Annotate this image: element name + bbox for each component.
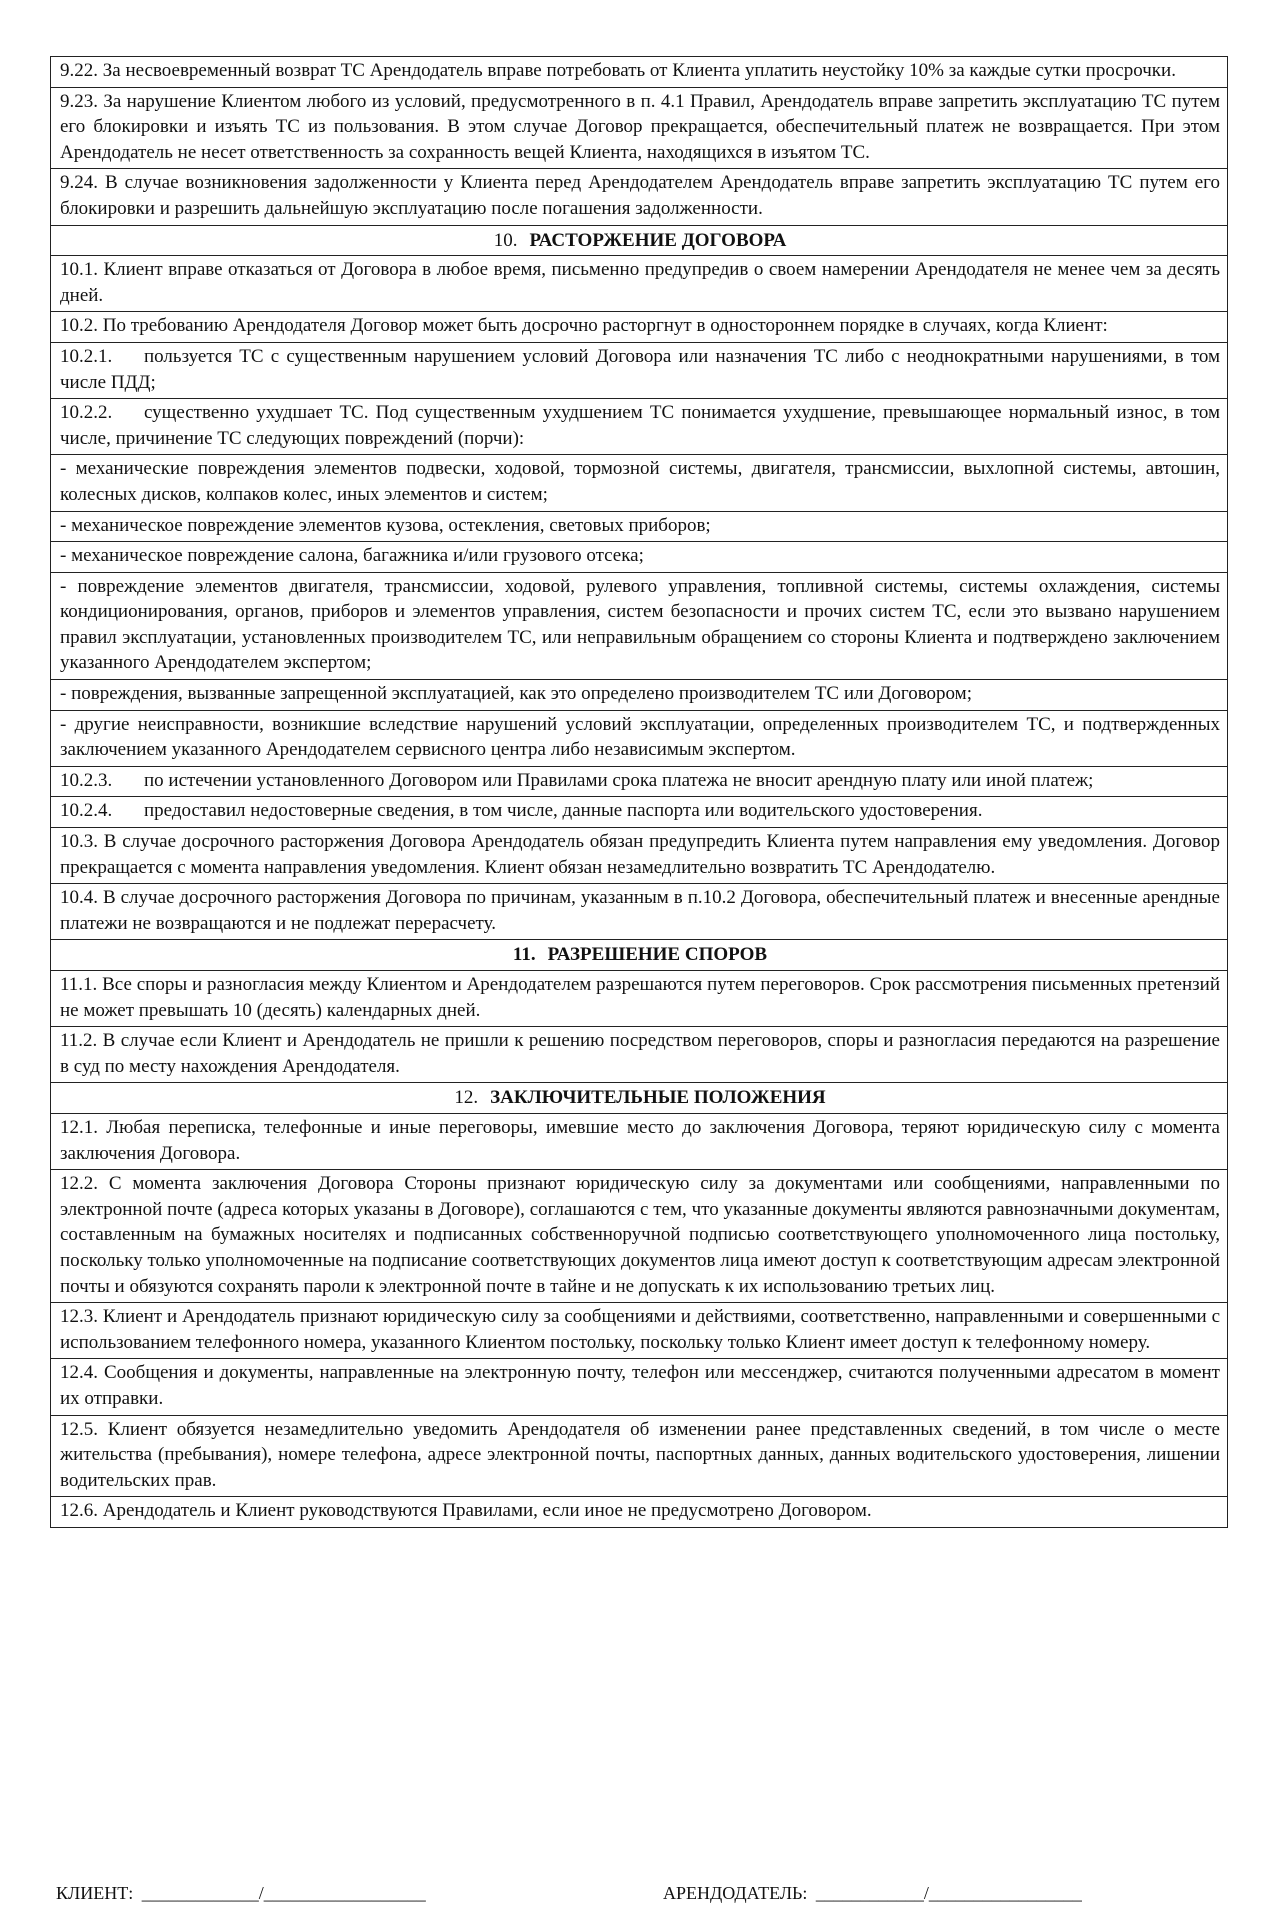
clause-row (50, 828, 1228, 884)
clause-text: 11.2. В случае если Клиент и Арендодатель не пришли к решению посредством переговоров, споры и разногласия передаются на разрешение в суд по месту нахождения Арендодателя. (60, 1030, 1220, 1077)
clause-text: - механические повреждения элементов подвески, ходовой, тормозной системы, двигателя, трансмиссии, выхлопной системы, автошин, колесных дисков, колпаков колес, иных элементов и систем; (60, 458, 1220, 505)
clause-text: 10.2. По требованию Арендодателя Договор может быть досрочно расторгнут в одностороннем порядке в случаях, когда Клиент: (60, 315, 1108, 337)
section-title: РАСТОРЖЕНИЕ ДОГОВОРА (529, 229, 787, 251)
client-signature-label: КЛИЕНТ: (56, 1883, 134, 1903)
lessor-signature-block (663, 1883, 1082, 1904)
clause-text: 10.4. В случае досрочного расторжения Договора по причинам, указанным в п.10.2 Договора, обеспечительный платеж и внесенные арендные платежи не возвращаются и не подлежат перерасчету. (60, 887, 1220, 934)
clause-row (50, 512, 1228, 543)
section-number: 10. (493, 229, 518, 251)
clause-item (50, 767, 1228, 798)
client-signature-line: _____________/__________________ (141, 1883, 426, 1903)
clause-number: 10.2.3. (60, 769, 113, 791)
client-signature-block (56, 1883, 426, 1904)
clause-text: 11.1. Все споры и разногласия между Клиентом и Арендодателем разрешаются путем переговоров. Срок рассмотрения письменных претензий не может превышать 10 (десять) календарных дней. (60, 974, 1220, 1021)
contract-table (50, 56, 1228, 1528)
clause-text: 12.6. Арендодатель и Клиент руководствуются Правилами, если иное не предусмотрено Договором. (60, 1500, 872, 1522)
clause-text: - другие неисправности, возникшие вследствие нарушений условий эксплуатации, определенных производителем ТС, и подтвержденных заключением указанного Арендодателем сервисного центра либо независимым экспертом. (60, 713, 1220, 761)
clause-number: 10.2.1. (60, 345, 113, 367)
clause-item (50, 399, 1228, 455)
clause-row (50, 312, 1228, 343)
clause-text: 9.22. За несвоевременный возврат ТС Арендодатель вправе потребовать от Клиента уплатить неустойку 10% за каждые сутки просрочки. (60, 60, 1176, 81)
clause-item (50, 343, 1228, 399)
clause-row (50, 680, 1228, 711)
clause-row (50, 971, 1228, 1027)
lessor-signature-label: АРЕНДОДАТЕЛЬ: (663, 1883, 808, 1903)
section-number: 11. (512, 944, 536, 966)
clause-text: существенно ухудшает ТС. Под существенным ухудшением ТС понимается ухудшение, превышающее нормальный износ, в том числе, причинение ТС следующих повреждений (порчи): (60, 402, 1220, 449)
clause-text: - механическое повреждение элементов кузова, остекления, световых приборов; (60, 514, 711, 536)
section-heading (50, 226, 1228, 257)
clause-row (50, 884, 1228, 940)
clause-row (50, 573, 1228, 680)
clause-text: 12.2. С момента заключения Договора Стороны признают юридическую силу за документами или сообщениями, направленными по электронной почте (адреса которых указаны в Договоре), соглашаются с тем, что указанные документы являются равнозначными документам, составленным на бумажных носителях и подписанных собственноручной подписью соответствующего уполномоченного лица постольку, поскольку только уполномоченные на подписание соответствующих документов лица имеют доступ к соответствующим адресам электронной почты и обязуются сохранять пароли к электронной почте в тайне и не допускать к их использованию третьих лиц. (60, 1173, 1220, 1297)
clause-text: 10.3. В случае досрочного расторжения Договора Арендодатель обязан предупредить Клиента путем направления ему уведомления. Договор прекращается с момента направления уведомления. Клиент обязан незамедлительно возвратить ТС Арендодателю. (60, 831, 1220, 878)
clause-row (50, 1027, 1228, 1083)
section-heading (50, 940, 1228, 971)
clause-row (50, 88, 1228, 170)
clause-row (50, 1497, 1228, 1528)
clause-item (50, 797, 1228, 828)
clause-row (50, 57, 1228, 88)
clause-row (50, 1303, 1228, 1359)
section-number: 12. (454, 1087, 479, 1109)
clause-row (50, 1416, 1228, 1498)
clause-row (50, 256, 1228, 312)
clause-text: - повреждение элементов двигателя, трансмиссии, ходовой, рулевого управления, топливной системы, системы охлаждения, системы кондиционирования, органов, приборов и элементов управления, систем безопасности и прочих систем ТС, если это вызвано нарушением правил эксплуатации, установленных производителем ТС, или неправильным обращением со стороны Клиента и подтверждено заключением указанного Арендодателем экспертом; (60, 575, 1220, 674)
clause-row (50, 455, 1228, 511)
clause-text: - повреждения, вызванные запрещенной эксплуатацией, как это определено производителем ТС или Договором; (60, 683, 972, 705)
clause-text: 12.4. Сообщения и документы, направленные на электронную почту, телефон или мессенджер, считаются полученными адресатом в момент их отправки. (60, 1362, 1220, 1409)
lessor-signature-line: ____________/_________________ (815, 1883, 1082, 1903)
clause-text: 12.1. Любая переписка, телефонные и иные переговоры, имевшие место до заключения Договора, теряют юридическую силу с момента заключения Договора. (60, 1116, 1220, 1164)
clause-text: 9.24. В случае возникновения задолженности у Клиента перед Арендодателем Арендодатель вправе запретить эксплуатацию ТС путем его блокировки и разрешить дальнейшую эксплуатацию после погашения задолженности. (60, 172, 1220, 219)
clause-text: 9.23. За нарушение Клиентом любого из условий, предусмотренного в п. 4.1 Правил, Арендодатель вправе запретить эксплуатацию ТС путем его блокировки и изъять ТС из пользования. В этом случае Договор прекращается, обеспечительный платеж не возвращается. При этом Арендодатель не несет ответственность за сохранность вещей Клиента, находящихся в изъятом ТС. (60, 90, 1220, 163)
clause-row (50, 1170, 1228, 1303)
clause-row (50, 169, 1228, 225)
clause-text: - механическое повреждение салона, багажника и/или грузового отсека; (60, 545, 644, 567)
section-heading (50, 1083, 1228, 1114)
section-title: ЗАКЛЮЧИТЕЛЬНЫЕ ПОЛОЖЕНИЯ (490, 1087, 826, 1109)
clause-row (50, 1114, 1228, 1170)
clause-text: предоставил недостоверные сведения, в том числе, данные паспорта или водительского удостоверения. (144, 800, 983, 822)
clause-text: 12.3. Клиент и Арендодатель признают юридическую силу за сообщениями и действиями, соответственно, направленными и совершенными с использованием телефонного номера, указанного Клиентом постольку, поскольку только Клиент имеет доступ к телефонному номеру. (60, 1306, 1220, 1353)
clause-number: 10.2.4. (60, 800, 113, 822)
clause-row (50, 711, 1228, 767)
clause-row (50, 542, 1228, 573)
section-title: РАЗРЕШЕНИЕ СПОРОВ (547, 944, 768, 966)
clause-row (50, 1359, 1228, 1415)
clause-text: по истечении установленного Договором или Правилами срока платежа не вносит арендную плату или иной платеж; (144, 769, 1094, 791)
clause-text: пользуется ТС с существенным нарушением условий Договора или назначения ТС либо с неоднократными нарушениями, в том числе ПДД; (60, 345, 1220, 393)
clause-text: 12.5. Клиент обязуется незамедлительно уведомить Арендодателя об изменении ранее представленных сведений, в том числе о месте жительства (пребывания), номере телефона, адресе электронной почты, паспортных данных, данных водительского удостоверения, лишении водительских прав. (60, 1418, 1220, 1491)
clause-number: 10.2.2. (60, 402, 113, 424)
clause-text: 10.1. Клиент вправе отказаться от Договора в любое время, письменно предупредив о своем намерении Арендодателя не менее чем за десять дней. (60, 259, 1220, 306)
